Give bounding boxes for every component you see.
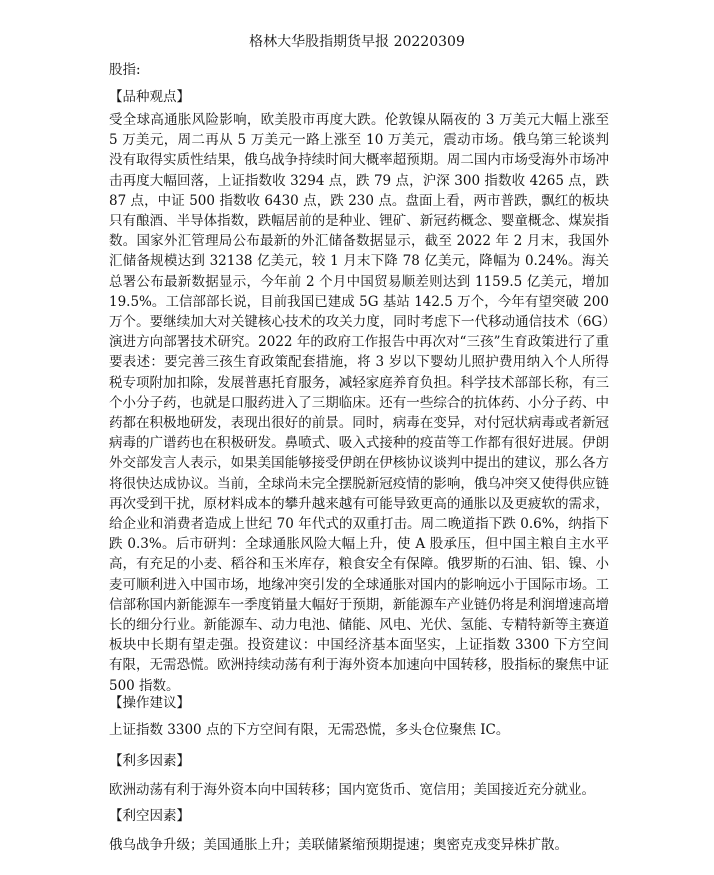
section-heading-views: 【品种观点】 xyxy=(109,89,190,105)
subject-line xyxy=(109,60,609,80)
section-body-bearish: 俄乌战争升级；美国通胀上升；美联储紧缩预期提速；奥密克戎变异株扩散。 xyxy=(109,837,568,853)
section-views xyxy=(109,87,609,696)
section-body-advice: 上证指数 3300 点的下方空间有限，无需恐慌，多头仓位聚焦 IC。 xyxy=(109,722,510,738)
section-body-views: 受全球高通胀风险影响，欧美股市再度大跌。伦敦镍从隔夜的 3 万美元大幅上涨至 5 万美元，周二再从 5 万美元一路上涨至 10 万美元，震动市场。俄乌第三轮谈判没有取得实质性结果，俄乌战争持续时间大概率超预期。周二国内市场受海外市场冲击再度大幅回落，上证指数收 3294 点，跌 79 点，沪深 300 指数收 4265 点，跌 87 点，中证 500 指数收 6430 点，跌 230 点。盘面上看，两市普跌，飘红的板块只有酿酒、半导体指数，跌幅居前的是种业、锂矿、新冠药概念、婴童概念、煤炭指数。国家外汇管理局公布最新的外汇储备数据显示，截至 2022 年 2 月末，我国外汇储备规模达到 32138 亿美元，较 1 月末下降 78 亿美元，降幅为 0.24%。海关总署公布最新数据显示，今年前 2 个月中国贸易顺差则达到 1159.5 亿美元，增加 19.5%。工信部部长说，目前我国已建成 5G 基站 142.5 万个，今年有望突破 200 万个。要继续加大对关键核心技术的攻关力度，同时考虑下一代移动通信技术（6G）演进方向部署技术研究。2022 年的政府工作报告中再次对“三孩”生育政策进行了重要表述：要完善三孩生育政策配套措施，将 3 岁以下婴幼儿照护费用纳入个人所得税专项附加扣除，发展普惠托育服务，减轻家庭养育负担。科学技术部部长称，有三个小分子药，也就是口服药进入了三期临床。还有一些综合的抗体药、小分子药、中药都在积极地研发，表现出很好的前景。同时，病毒在变异，对付冠状病毒或者新冠病毒的广谱药也在积极研发。鼻喷式、吸入式接种的疫苗等工作都有很好进展。伊朗外交部发言人表示，如果美国能够接受伊朗在伊核协议谈判中提出的建议，那么各方将很快达成协议。当前，全球尚未完全摆脱新冠疫情的影响，俄乌冲突又使得供应链再次受到干扰，原材料成本的攀升越来越有可能导致更高的通胀以及更疲软的需求，给企业和消费者造成上世纪 70 年代式的双重打击。周二晚道指下跌 0.6%，纳指下跌 0.3%。后市研判：全球通胀风险大幅上升，使 A 股承压，但中国主粮自主水平高，有充足的小麦、稻谷和玉米库存，粮食安全有保障。俄罗斯的石油、铝、镍、小麦可顺利进入中国市场，地缘冲突引发的全球通胀对国内的影响远小于国际市场。工信部称国内新能源车一季度销量大幅好于预期，新能源车产业链仍将是利润增速高增长的细分行业。新能源车、动力电池、储能、风电、光伏、氢能、专精特新等主赛道板块中长期有望走强。投资建议：中国经济基本面坚实，上证指数 3300 下方空间有限，无需恐慌。欧洲持续动荡有利于海外资本加速向中国转移，股指标的聚焦中证 500 指数。 xyxy=(109,112,609,694)
section-advice xyxy=(109,693,609,740)
report-title: 格林大华股指期货早报 20220309 xyxy=(249,34,465,50)
section-body-bullish: 欧洲动荡有利于海外资本向中国转移；国内宽货币、宽信用；美国接近充分就业。 xyxy=(109,782,595,798)
section-heading-bearish: 【利空因素】 xyxy=(109,808,190,824)
section-bearish xyxy=(109,806,609,855)
section-heading-bullish: 【利多因素】 xyxy=(109,753,190,769)
section-bullish xyxy=(109,751,609,800)
subject-label: 股指: xyxy=(109,62,141,78)
section-heading-advice: 【操作建议】 xyxy=(109,695,190,711)
